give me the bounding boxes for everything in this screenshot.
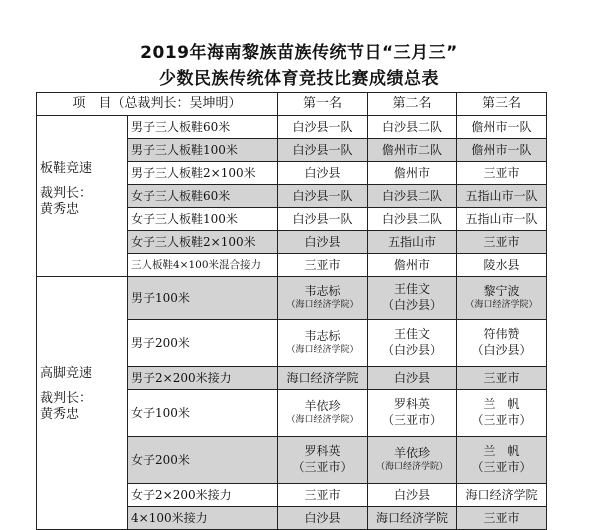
table-row [37, 277, 547, 320]
result-first: 三亚市 [278, 254, 368, 277]
result-second: 五指山市 [368, 231, 457, 254]
category-cell [37, 277, 128, 530]
result-second [368, 390, 457, 437]
result-second [368, 277, 457, 320]
category-judge [40, 391, 127, 423]
header-first: 第一名 [278, 93, 368, 116]
winner-name: 王佳文 [394, 282, 431, 296]
event-name: 4×100米接力 [128, 507, 278, 530]
result-second: 白沙县 [368, 484, 457, 507]
result-third: 五指山市一队 [457, 208, 547, 231]
result-first: 白沙县 [278, 231, 368, 254]
result-third [457, 320, 547, 367]
result-third [457, 437, 547, 484]
result-first: 白沙县一队 [278, 139, 368, 162]
winner-unit: （海口经济学院） [465, 300, 538, 310]
winner-name: 韦志标 [304, 329, 341, 343]
result-first [278, 390, 368, 437]
result-first: 白沙县一队 [278, 185, 368, 208]
result-second [368, 437, 457, 484]
result-second: 儋州市二队 [368, 139, 457, 162]
winner-unit: （白沙县） [382, 298, 443, 312]
result-third: 儋州市一队 [457, 116, 547, 139]
result-third: 三亚市 [457, 367, 547, 390]
result-second: 白沙县二队 [368, 185, 457, 208]
result-first: 白沙县 [278, 507, 368, 530]
result-third: 陵水县 [457, 254, 547, 277]
judge-name: 黄秀忠 [40, 407, 80, 422]
result-third: 五指山市一队 [457, 185, 547, 208]
winner-unit: （三亚市） [471, 460, 532, 474]
result-first: 海口经济学院 [278, 367, 368, 390]
winner-unit: （海口经济学院） [286, 300, 359, 310]
result-third: 三亚市 [457, 162, 547, 185]
result-third: 三亚市 [457, 231, 547, 254]
event-name: 女子100米 [128, 390, 278, 437]
header-second: 第二名 [368, 93, 457, 116]
winner-unit: （海口经济学院） [286, 415, 359, 425]
judge-name: 黄秀忠 [40, 202, 80, 217]
header-third: 第三名 [457, 93, 547, 116]
event-name: 男子三人板鞋60米 [128, 116, 278, 139]
result-second: 海口经济学院 [368, 507, 457, 530]
category-name: 高脚竞速 [40, 366, 93, 381]
winner-name: 王佳文 [394, 327, 431, 341]
header-row [37, 93, 547, 116]
event-name: 男子三人板鞋100米 [128, 139, 278, 162]
event-name: 女子三人板鞋100米 [128, 208, 278, 231]
winner-unit: （白沙县） [382, 343, 443, 357]
winner-unit: （三亚市） [382, 413, 443, 427]
winner-name: 符伟赞 [483, 327, 520, 341]
winner-unit: （海口经济学院） [286, 345, 359, 355]
event-name: 男子100米 [128, 277, 278, 320]
result-first: 白沙县一队 [278, 116, 368, 139]
result-third: 海口经济学院 [457, 484, 547, 507]
winner-unit: （白沙县） [471, 343, 532, 357]
category-judge [40, 186, 127, 218]
category-cell [37, 116, 128, 277]
event-name: 女子三人板鞋2×100米 [128, 231, 278, 254]
event-name: 三人板鞋4×100米混合接力 [128, 254, 278, 277]
result-second: 白沙县二队 [368, 116, 457, 139]
result-first: 白沙县 [278, 162, 368, 185]
table-row [37, 116, 547, 139]
winner-name: 罗科英 [394, 397, 431, 411]
event-name: 女子2×200米接力 [128, 484, 278, 507]
result-third: 儋州市一队 [457, 139, 547, 162]
title-line-2: 少数民族传统体育竞技比赛成绩总表 [159, 69, 439, 89]
winner-name: 兰 帆 [483, 397, 520, 411]
event-name: 男子三人板鞋2×100米 [128, 162, 278, 185]
event-name: 男子200米 [128, 320, 278, 367]
winner-unit: （海口经济学院） [376, 462, 449, 472]
category-name: 板鞋竞速 [40, 161, 93, 176]
event-name: 女子200米 [128, 437, 278, 484]
event-name: 女子三人板鞋60米 [128, 185, 278, 208]
winner-unit: （三亚市） [292, 460, 353, 474]
result-first [278, 320, 368, 367]
winner-name: 黎宁波 [483, 284, 520, 298]
header-project: 项 目（总裁判长：吴坤明） [37, 93, 278, 116]
judge-label: 裁判长： [40, 186, 93, 201]
winner-name: 兰 帆 [483, 444, 520, 458]
winner-name: 羊依珍 [394, 446, 431, 460]
result-second: 白沙县 [368, 367, 457, 390]
winner-name: 罗科英 [304, 444, 341, 458]
result-third: 三亚市 [457, 507, 547, 530]
result-second: 白沙县二队 [368, 208, 457, 231]
result-third [457, 277, 547, 320]
result-first: 三亚市 [278, 484, 368, 507]
winner-name: 韦志标 [304, 284, 341, 298]
winner-name: 羊依珍 [304, 399, 341, 413]
result-second: 儋州市 [368, 254, 457, 277]
winner-unit: （三亚市） [471, 413, 532, 427]
result-second [368, 320, 457, 367]
judge-label: 裁判长： [40, 391, 93, 406]
result-second: 儋州市 [368, 162, 457, 185]
result-first [278, 277, 368, 320]
results-table [36, 92, 547, 530]
result-third [457, 390, 547, 437]
title-line-1: 2019年海南黎族苗族传统节日“三月三” [140, 43, 458, 63]
event-name: 男子2×200米接力 [128, 367, 278, 390]
result-first [278, 437, 368, 484]
result-first: 白沙县一队 [278, 208, 368, 231]
